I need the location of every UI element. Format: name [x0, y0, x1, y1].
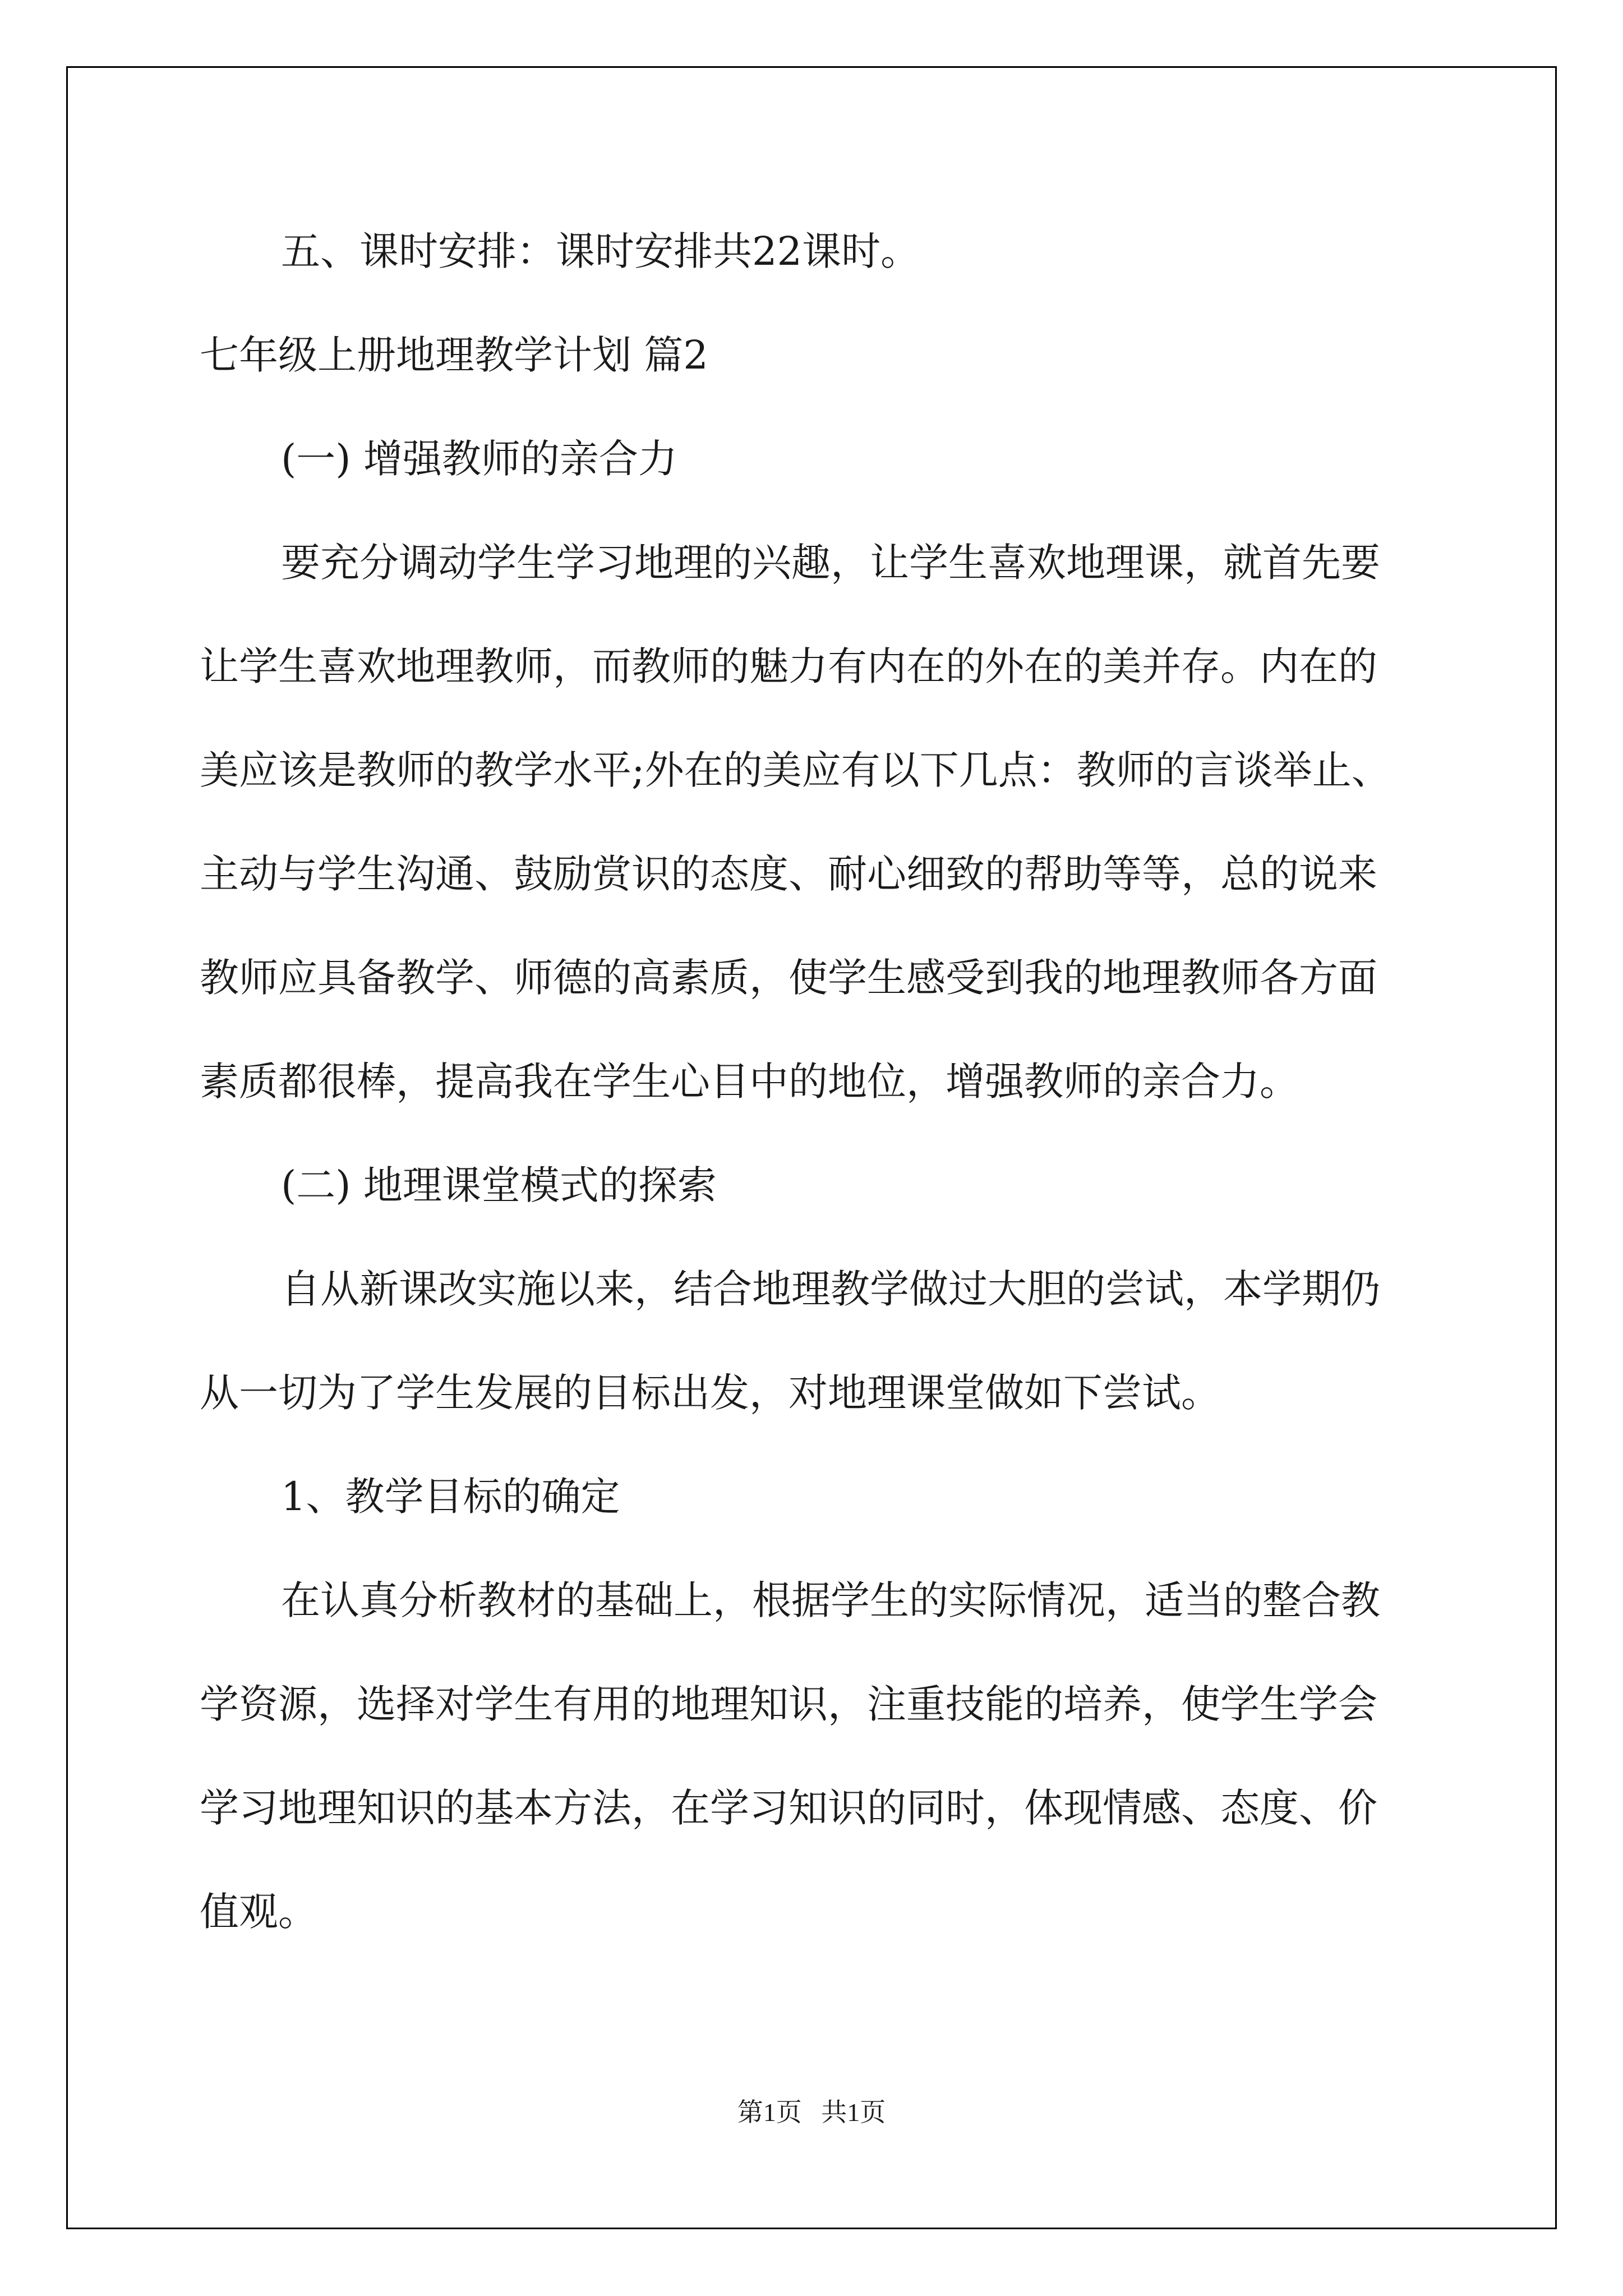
subheading: (一) 增强教师的亲合力: [281, 436, 677, 482]
subheading: 1、教学目标的确定: [281, 1474, 620, 1520]
text-line: 从一切为了学生发展的目标出发，对地理课堂做如下尝试。: [200, 1370, 1220, 1416]
text-line: 五、课时安排：课时安排共22课时。: [281, 228, 920, 274]
text-line: 教师应具备教学、师德的高素质，使学生感受到我的地理教师各方面: [200, 955, 1377, 1001]
text-line: 让学生喜欢地理教师，而教师的魅力有内在的外在的美并存。内在的: [200, 643, 1377, 689]
section-heading: 七年级上册地理教学计划 篇2: [200, 332, 708, 378]
text-line: 美应该是教师的教学水平;外在的美应有以下几点：教师的言谈举止、: [200, 747, 1391, 793]
text-line: 主动与学生沟通、鼓励赏识的态度、耐心细致的帮助等等，总的说来: [200, 851, 1377, 897]
subheading: (二) 地理课堂模式的探索: [281, 1162, 717, 1208]
text-line: 要充分调动学生学习地理的兴趣，让学生喜欢地理课，就首先要: [281, 540, 1380, 586]
text-line: 在认真分析教材的基础上，根据学生的实际情况，适当的整合教: [281, 1577, 1380, 1623]
text-line: 自从新课改实施以来，结合地理教学做过大胆的尝试，本学期仍: [281, 1266, 1380, 1312]
text-line: 值观。: [200, 1889, 317, 1935]
text-line: 素质都很棒，提高我在学生心目中的地位，增强教师的亲合力。: [200, 1059, 1299, 1105]
page-footer: 第1页 共1页: [737, 2098, 886, 2127]
text-line: 学资源，选择对学生有用的地理知识，注重技能的培养，使学生学会: [200, 1681, 1377, 1727]
text-line: 学习地理知识的基本方法，在学习知识的同时，体现情感、态度、价: [200, 1785, 1377, 1831]
